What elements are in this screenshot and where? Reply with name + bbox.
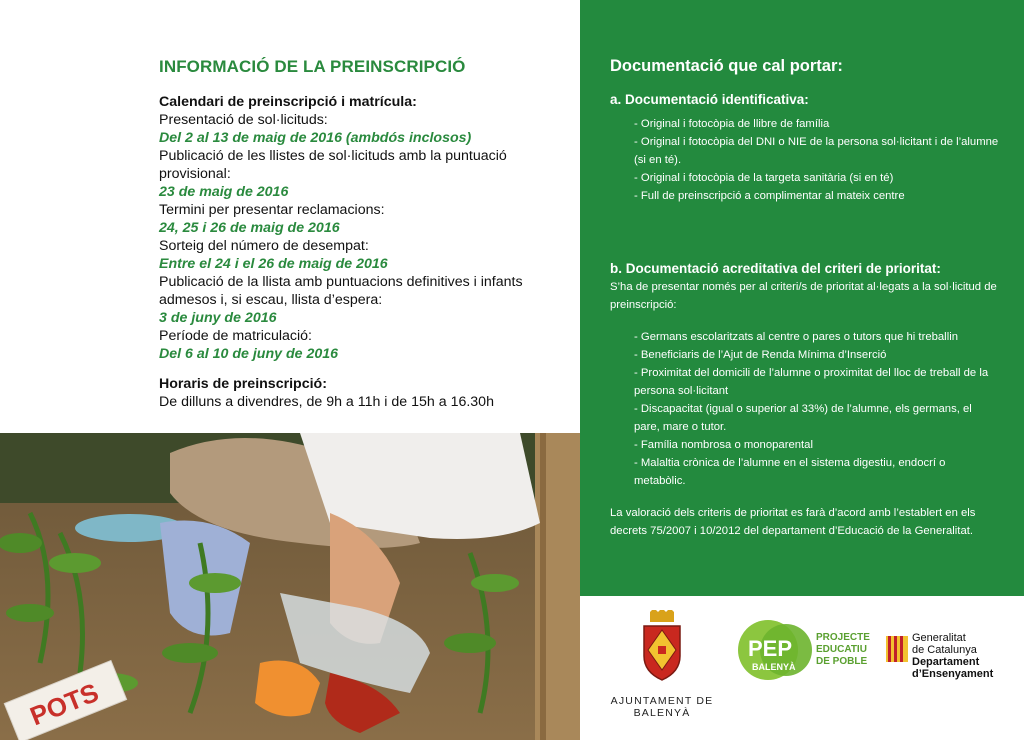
list-item: - Original i fotocòpia de la targeta sanitària (si en té) bbox=[634, 172, 894, 184]
pep-line-3: DE POBLE bbox=[816, 656, 868, 667]
list-item: - Proximitat del domicili de l’alumne o proximitat del lloc de treball de la persona sol·licitant bbox=[634, 367, 989, 397]
gen-line-2: de Catalunya bbox=[912, 644, 977, 656]
section-a-list bbox=[610, 115, 1000, 205]
gen-line-1: Generalitat bbox=[912, 632, 966, 644]
calendar-heading: Calendari de preinscripció i matrícula: bbox=[159, 94, 417, 110]
logos-strip bbox=[580, 596, 1024, 740]
calendar-item-date: Del 2 al 13 de maig de 2016 (ambdós inclosos) bbox=[159, 130, 472, 146]
list-item: - Família nombrosa o monoparental bbox=[634, 439, 813, 451]
info-title: INFORMACIÓ DE LA PREINSCRIPCIÓ bbox=[159, 57, 466, 76]
calendar-item-date: Del 6 al 10 de juny de 2016 bbox=[159, 346, 339, 362]
pep-line-2: EDUCATIU bbox=[816, 644, 867, 655]
list-item: - Malaltia crònica de l’alumne en el sistema digestiu, endocrí o metabòlic. bbox=[634, 457, 946, 487]
section-a-title: a. Documentació identificativa: bbox=[610, 92, 809, 107]
ajuntament-logo bbox=[592, 610, 732, 719]
calendar-item-date: 3 de juny de 2016 bbox=[159, 310, 277, 326]
calendar-item-date: Entre el 24 i el 26 de maig de 2016 bbox=[159, 256, 388, 272]
calendar-item-label: Presentació de sol·licituds: bbox=[159, 112, 328, 128]
calendar-item-date: 23 de maig de 2016 bbox=[159, 184, 289, 200]
calendar-item-label: Termini per presentar reclamacions: bbox=[159, 202, 385, 218]
list-item: - Original i fotocòpia de llibre de família bbox=[634, 118, 830, 130]
list-item: - Original i fotocòpia del DNI o NIE de la persona sol·licitant i de l’alumne (si en té). bbox=[634, 136, 999, 166]
garden-photo bbox=[0, 433, 580, 740]
gen-line-3: Departament bbox=[912, 656, 980, 668]
pep-line-1: PROJECTE bbox=[816, 632, 870, 643]
gen-line-4: d’Ensenyament bbox=[912, 668, 994, 680]
calendar-item-label: Publicació de la llista amb puntuacions definitives i infants admesos i, si escau, llista d’espera: bbox=[159, 274, 523, 308]
documentation-title: Documentació que cal portar: bbox=[610, 57, 843, 75]
calendar-item-date: 24, 25 i 26 de maig de 2016 bbox=[159, 220, 340, 236]
ajuntament-name: AJUNTAMENT DE BALENYÀ bbox=[610, 695, 714, 719]
documentation-panel bbox=[580, 0, 1024, 596]
list-item: - Beneficiaris de l’Ajut de Renda Mínima d’Inserció bbox=[634, 349, 887, 361]
section-b-intro: S’ha de presentar només per al criteri/s de prioritat al·legats a la sol·licitud de preinscripció: bbox=[610, 281, 997, 311]
calendar-item-label: Sorteig del número de desempat: bbox=[159, 238, 369, 254]
list-item: - Full de preinscripció a complimentar al mateix centre bbox=[634, 190, 905, 202]
calendar-list bbox=[159, 111, 569, 363]
coat-of-arms-icon bbox=[592, 610, 732, 686]
hours-text: De dilluns a divendres, de 9h a 11h i de 15h a 16.30h bbox=[159, 394, 494, 410]
pep-town: BALENYÀ bbox=[752, 662, 796, 672]
documentation-content bbox=[610, 57, 1000, 540]
section-b-list bbox=[610, 328, 1000, 490]
calendar-item-label: Període de matriculació: bbox=[159, 328, 312, 344]
senyera-icon bbox=[886, 636, 908, 662]
section-b-title: b. Documentació acreditativa del criteri de prioritat: bbox=[610, 261, 941, 276]
calendar-item-label: Publicació de les llistes de sol·licituds amb la puntuació provisional: bbox=[159, 148, 507, 182]
hours-heading: Horaris de preinscripció: bbox=[159, 376, 327, 392]
generalitat-logo bbox=[886, 632, 1022, 702]
preinscription-info bbox=[159, 57, 569, 411]
plant-sign-text: POTS bbox=[25, 676, 103, 732]
pep-logo bbox=[738, 616, 888, 696]
pep-short: PEP bbox=[748, 636, 793, 661]
list-item: - Discapacitat (igual o superior al 33%) de l’alumne, els germans, el pare, mare o tutor. bbox=[634, 403, 972, 433]
list-item: - Germans escolaritzats al centre o pares o tutors que hi treballin bbox=[634, 331, 958, 343]
footer-note: La valoració dels criteris de prioritat es farà d’acord amb l’establert en els decrets 75/2007 i 10/2012 del departament d’Educació de la Generalitat. bbox=[610, 507, 976, 537]
